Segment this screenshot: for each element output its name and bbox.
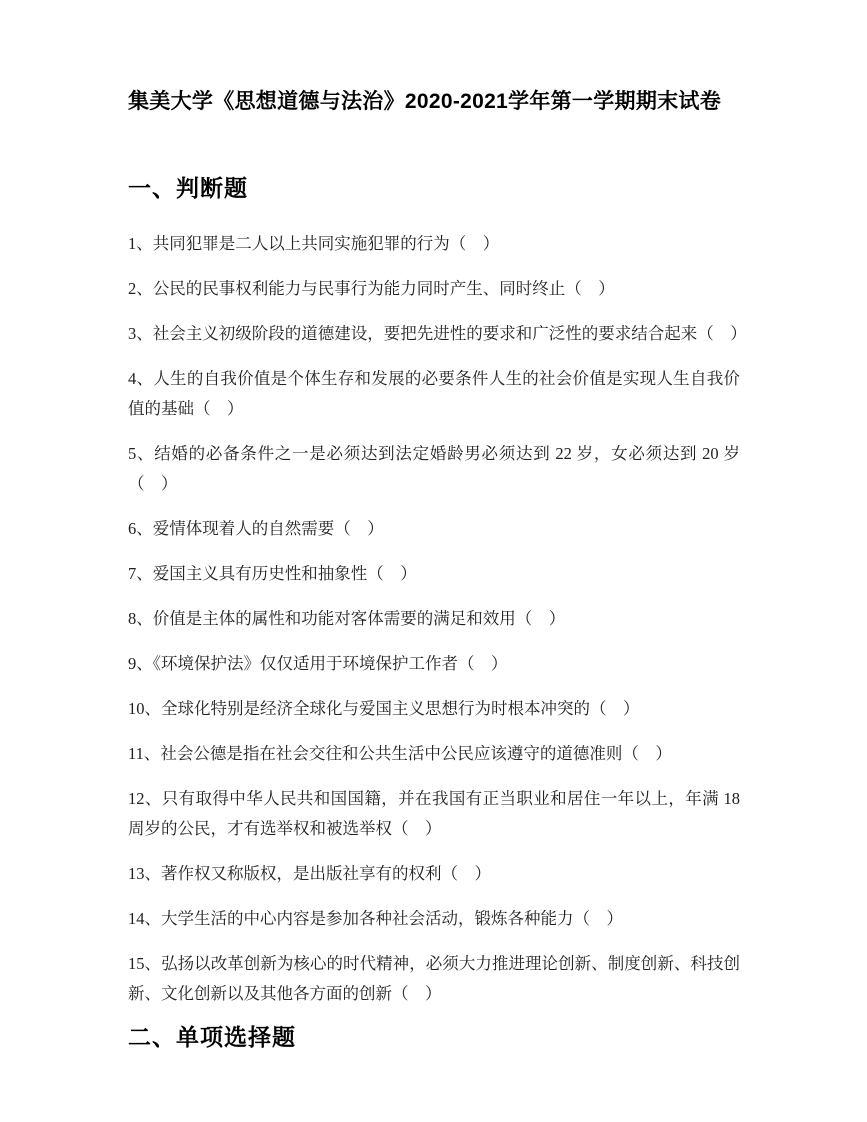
page-title: 集美大学《思想道德与法治》2020-2021学年第一学期期末试卷 <box>128 90 722 113</box>
question-item: 5、结婚的必备条件之一是必须达到法定婚龄男必须达到 22 岁，女必须达到 20 岁（ ） <box>128 444 740 493</box>
question-item: 13、著作权又称版权，是出版社享有的权利（ ） <box>128 864 491 883</box>
question-item: 9、《环境保护法》仅仅适用于环境保护工作者（ ） <box>128 654 508 673</box>
section-heading-judgment: 一、判断题 <box>128 175 248 201</box>
question-item: 6、爱情体现着人的自然需要（ ） <box>128 519 384 538</box>
question-list <box>128 229 747 1009</box>
question-item: 11、社会公德是指在社会交往和公共生活中公民应该遵守的道德准则（ ） <box>128 744 672 763</box>
question-item: 1、共同犯罪是二人以上共同实施犯罪的行为（ ） <box>128 234 500 253</box>
question-item: 7、爱国主义具有历史性和抽象性（ ） <box>128 564 417 583</box>
section-single-choice <box>128 1024 740 1050</box>
question-item: 2、公民的民事权利能力与民事行为能力同时产生、同时终止（ ） <box>128 279 615 298</box>
section-heading-single-choice: 二、单项选择题 <box>128 1024 296 1050</box>
section-judgment <box>128 175 747 1009</box>
question-item: 8、价值是主体的属性和功能对客体需要的满足和效用（ ） <box>128 609 566 628</box>
question-item: 10、全球化特别是经济全球化与爱国主义思想行为时根本冲突的（ ） <box>128 699 640 718</box>
question-item: 3、社会主义初级阶段的道德建设，要把先进性的要求和广泛性的要求结合起来（ ） <box>128 324 747 343</box>
question-item: 12、只有取得中华人民共和国国籍，并在我国有正当职业和居住一年以上，年满 18 周岁的公民，才有选举权和被选举权（ ） <box>128 789 740 838</box>
question-item: 4、人生的自我价值是个体生存和发展的必要条件人生的社会价值是实现人生自我价值的基础（ ） <box>128 369 740 418</box>
question-item: 15、弘扬以改革创新为核心的时代精神，必须大力推进理论创新、制度创新、科技创新、文化创新以及其他各方面的创新（ ） <box>128 954 740 1003</box>
question-item: 14、大学生活的中心内容是参加各种社会活动，锻炼各种能力（ ） <box>128 909 623 928</box>
